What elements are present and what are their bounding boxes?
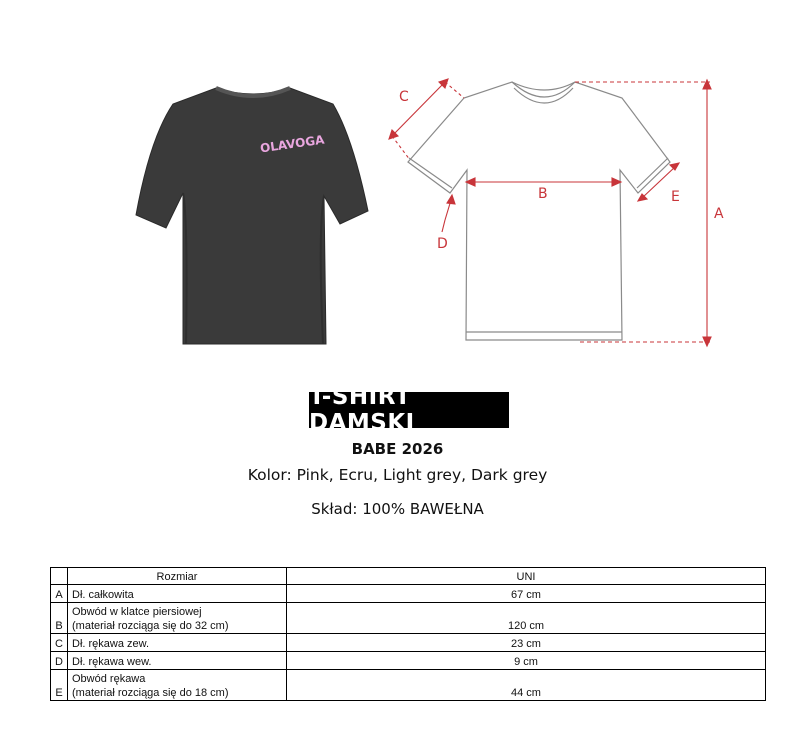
diagram-label-a: A xyxy=(714,206,724,222)
table-row xyxy=(51,634,766,652)
row-key: A xyxy=(51,585,68,603)
diagram-label-d: D xyxy=(437,236,448,252)
row-value: 9 cm xyxy=(287,652,766,670)
row-label: Obwód rękawa xyxy=(72,673,146,685)
table-header-value: UNI xyxy=(287,568,766,585)
table-header-label: Rozmiar xyxy=(68,568,287,585)
tshirt-body xyxy=(136,88,368,344)
row-label-cell xyxy=(68,670,287,701)
row-label: Obwód w klatce piersiowej xyxy=(72,606,202,618)
row-key: B xyxy=(51,603,68,634)
measurement-diagram xyxy=(380,70,740,360)
table-header-row xyxy=(51,568,766,585)
row-note: (materiał rozciąga się do 18 cm) xyxy=(72,687,229,699)
row-key: E xyxy=(51,670,68,701)
diagram-label-b: B xyxy=(538,186,548,202)
row-key: D xyxy=(51,652,68,670)
table-row xyxy=(51,670,766,701)
row-note: (materiał rozciąga się do 32 cm) xyxy=(72,620,229,632)
diagram-label-e: E xyxy=(671,189,680,205)
product-colors: Kolor: Pink, Ecru, Light grey, Dark grey xyxy=(247,466,548,484)
table-row xyxy=(51,585,766,603)
row-value: 23 cm xyxy=(287,634,766,652)
table-header-key xyxy=(51,568,68,585)
tshirt-photo xyxy=(128,78,378,348)
row-label-cell xyxy=(68,603,287,634)
product-composition: Skład: 100% BAWEŁNA xyxy=(311,500,484,518)
row-label: Dł. rękawa zew. xyxy=(68,634,287,652)
tshirt-print-logo: OLAVOGA xyxy=(259,132,326,156)
row-label: Dł. całkowita xyxy=(68,585,287,603)
table-row xyxy=(51,603,766,634)
row-label: Dł. rękawa wew. xyxy=(68,652,287,670)
row-key: C xyxy=(51,634,68,652)
product-title: T-SHIRT DAMSKI xyxy=(309,392,509,428)
diagram-label-c: C xyxy=(399,89,409,105)
product-model: BABE 2026 xyxy=(351,440,444,458)
table-row xyxy=(51,652,766,670)
size-table xyxy=(50,567,766,701)
row-value: 67 cm xyxy=(287,585,766,603)
row-value: 120 cm xyxy=(287,603,766,634)
row-value: 44 cm xyxy=(287,670,766,701)
